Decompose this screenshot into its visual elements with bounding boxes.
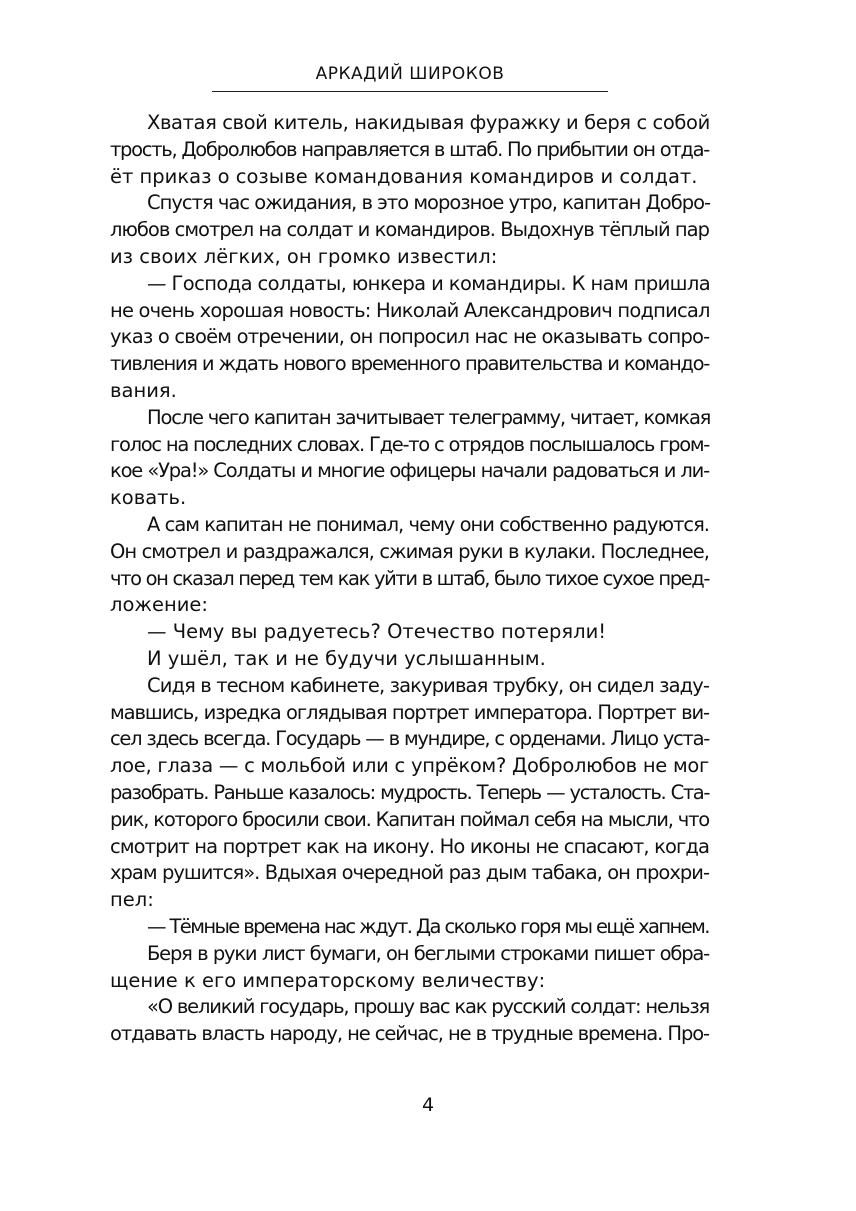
running-header-author: АРКАДИЙ ШИРОКОВ <box>315 64 505 84</box>
text-line: пел: <box>110 888 154 912</box>
text-line: Спустя час ожидания, в это морозное утро, капитан Добро- <box>147 191 711 215</box>
text-line: трость, Добролюбов направляется в штаб. По прибытии он отда- <box>110 137 709 161</box>
text-line: любов смотрел на солдат и командиров. Выдохнув тёплый пар <box>110 218 709 242</box>
text-line: рик, которого бросили свои. Капитан поймал себя на мысли, что <box>110 807 709 831</box>
text-line: «О великий государь, прошу вас как русский солдат: нельзя <box>147 995 710 1019</box>
text-line: отдавать власть народу, не сейчас, не в трудные времена. Про- <box>110 1022 709 1046</box>
text-line: разобрать. Раньше казалось: мудрость. Теперь — усталость. Ста- <box>110 780 709 804</box>
text-line: из своих лёгких, он громко известил: <box>110 244 498 268</box>
text-line: Он смотрел и раздражался, сжимая руки в кулаки. Последнее, <box>110 539 709 563</box>
text-line: ложение: <box>110 593 208 617</box>
text-line: лое, глаза — с мольбой или с упрёком? Добролюбов не мог <box>110 754 709 778</box>
text-line: голос на последних словах. Где-то с отрядов послышалось гром- <box>110 432 709 456</box>
text-line: — Чему вы радуетесь? Отечество потеряли! <box>147 620 607 644</box>
text-line: щение к его императорскому величеству: <box>110 968 546 992</box>
text-line: тивления и ждать нового временного правительства и командо- <box>110 352 709 376</box>
text-line: кое «Ура!» Солдаты и многие офицеры начали радоваться и ли- <box>110 459 709 483</box>
text-line: ковать. <box>110 486 187 510</box>
text-line: После чего капитан зачитывает телеграмму, читает, комкая <box>147 405 711 429</box>
text-line: смотрит на портрет как на икону. Но иконы не спасают, когда <box>110 834 709 858</box>
text-line: Беря в руки лист бумаги, он беглыми строками пишет обра- <box>147 941 709 965</box>
page-number: 4 <box>421 1094 435 1116</box>
text-line: сел здесь всегда. Государь — в мундире, с орденами. Лицо уста- <box>110 727 709 751</box>
text-line: И ушёл, так и не будучи услышанным. <box>147 646 546 670</box>
text-line: Хватая свой китель, накидывая фуражку и беря с собой <box>147 111 710 134</box>
text-line: храм рушится». Вдыхая очередной раз дым табака, он прохри- <box>110 861 709 885</box>
text-line: вания. <box>110 378 177 402</box>
text-line: А сам капитан не понимал, чему они собственно радуются. <box>147 512 709 536</box>
text-line: что он сказал перед тем как уйти в штаб, было тихое сухое пред- <box>110 566 709 590</box>
body-text <box>110 110 709 1048</box>
text-line: указ о своём отречении, он попросил нас не оказывать сопро- <box>110 325 710 349</box>
header-rule <box>212 91 608 92</box>
text-line: мавшись, изредка оглядывая портрет императора. Портрет ви- <box>110 700 709 724</box>
text-line: не очень хорошая новость: Николай Александрович подписал <box>110 298 710 322</box>
text-line: ёт приказ о созыве командования командиров и солдат. <box>110 164 698 188</box>
text-line: — Тёмные времена нас ждут. Да сколько горя мы ещё хапнем. <box>147 914 709 938</box>
text-line: Сидя в тесном кабинете, закуривая трубку, он сидел заду- <box>147 673 709 697</box>
text-line: — Господа солдаты, юнкера и командиры. К нам пришла <box>147 271 711 295</box>
